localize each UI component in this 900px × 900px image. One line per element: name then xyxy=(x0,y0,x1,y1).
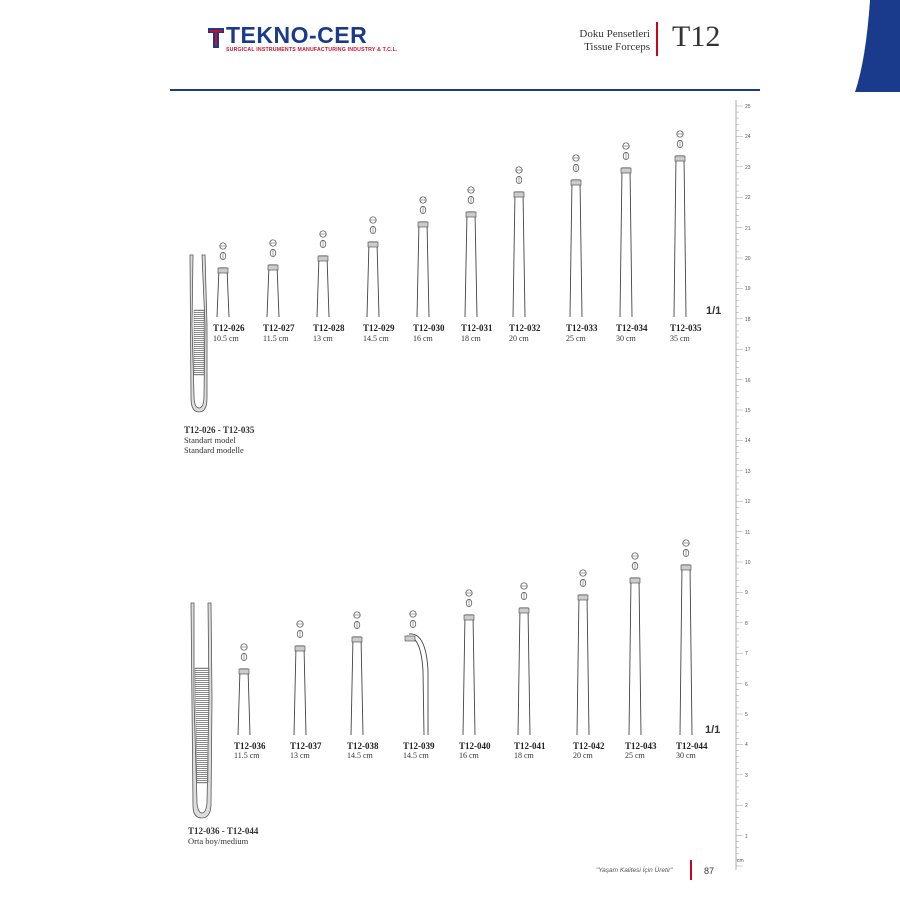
jaw-detail-icon xyxy=(270,240,276,257)
scale-mark: 1/1 xyxy=(706,305,722,317)
product-code: T12-027 xyxy=(263,323,295,333)
product-code: T12-041 xyxy=(514,741,546,751)
ruler-number: 13 xyxy=(745,468,751,475)
header-corner-decoration xyxy=(700,0,900,92)
ruler-number: 11 xyxy=(745,529,751,536)
product-size: 25 cm xyxy=(566,334,586,343)
ruler-number: 2 xyxy=(745,803,748,810)
product-code: T12-039 xyxy=(403,741,435,751)
forceps-image xyxy=(253,237,293,319)
forceps-overview-image xyxy=(183,598,213,820)
ruler-number: 4 xyxy=(745,742,748,749)
product-size: 14.5 cm xyxy=(347,751,373,760)
ruler-unit: cm xyxy=(737,858,744,864)
forceps-image xyxy=(393,608,433,737)
forceps-image xyxy=(337,609,377,737)
product-code: T12-043 xyxy=(625,741,657,751)
header-rule xyxy=(170,89,760,91)
product-size: 16 cm xyxy=(459,751,479,760)
ruler-number: 25 xyxy=(745,104,751,110)
jaw-detail-icon xyxy=(320,231,326,248)
ruler-number: 18 xyxy=(745,316,751,323)
ruler-scale xyxy=(735,100,761,870)
ruler-number: 5 xyxy=(745,712,748,718)
product-code: T12-032 xyxy=(509,323,541,333)
ruler-number: 6 xyxy=(745,681,748,688)
ruler-number: 16 xyxy=(745,377,751,384)
product-code: T12-038 xyxy=(347,741,379,751)
forceps-image xyxy=(666,537,706,737)
group-line1: Standart model xyxy=(184,435,236,445)
group-label-standard xyxy=(184,425,254,455)
ruler-number: 8 xyxy=(745,620,748,627)
jaw-detail-icon xyxy=(573,155,579,172)
jaw-detail-icon xyxy=(466,590,472,607)
group-label-medium xyxy=(188,826,258,846)
product-size: 13 cm xyxy=(313,334,333,343)
jaw-detail-icon xyxy=(516,167,522,184)
forceps-image xyxy=(280,618,320,737)
group-range: T12-036 - T12-044 xyxy=(188,826,259,836)
ruler-number: 12 xyxy=(745,499,751,506)
product-size: 20 cm xyxy=(573,751,593,760)
group-range: T12-026 - T12-035 xyxy=(184,425,255,435)
page-number: 87 xyxy=(704,866,715,876)
category-tr: Doku Pensetleri xyxy=(579,28,650,40)
ruler-number: 15 xyxy=(745,408,751,414)
product-code: T12-036 xyxy=(234,741,266,751)
product-size: 35 cm xyxy=(670,334,690,343)
forceps-image xyxy=(403,194,443,319)
ruler-number: 7 xyxy=(745,651,748,658)
product-code: T12-037 xyxy=(290,741,322,751)
category-code: T12 xyxy=(672,20,721,53)
jaw-detail-icon xyxy=(677,131,683,148)
jaw-detail-icon xyxy=(370,217,376,234)
product-size: 20 cm xyxy=(509,334,529,343)
product-code: T12-035 xyxy=(670,323,702,333)
forceps-image xyxy=(499,164,539,319)
forceps-image xyxy=(563,567,603,737)
product-code: T12-034 xyxy=(616,323,648,333)
forceps-image xyxy=(353,214,393,319)
product-size: 18 cm xyxy=(461,334,481,343)
ruler-number: 10 xyxy=(745,560,751,566)
jaw-detail-icon xyxy=(297,621,303,638)
ruler-number: 20 xyxy=(745,256,751,262)
product-size: 13 cm xyxy=(290,751,310,760)
product-code: T12-030 xyxy=(413,323,445,333)
jaw-detail-icon xyxy=(623,143,629,160)
product-code: T12-031 xyxy=(461,323,493,333)
category-divider xyxy=(656,22,658,56)
product-size: 30 cm xyxy=(676,751,696,760)
jaw-detail-icon xyxy=(354,612,360,629)
ruler-number: 1 xyxy=(745,833,748,840)
product-size: 10.5 cm xyxy=(213,334,239,343)
footer-divider xyxy=(690,860,692,880)
cm-ruler xyxy=(735,100,761,870)
logo-mark-icon xyxy=(206,24,226,50)
ruler-number: 3 xyxy=(745,772,748,779)
forceps-image xyxy=(660,128,700,319)
product-size: 30 cm xyxy=(616,334,636,343)
ruler-number: 19 xyxy=(745,286,751,293)
forceps-image xyxy=(615,550,655,737)
forceps-image xyxy=(451,184,491,319)
jaw-detail-icon xyxy=(632,553,638,570)
ruler-number: 17 xyxy=(745,347,751,354)
product-code: T12-028 xyxy=(313,323,345,333)
forceps-image xyxy=(606,140,646,319)
product-size: 11.5 cm xyxy=(263,334,289,343)
ruler-number: 22 xyxy=(745,195,751,202)
jaw-detail-icon xyxy=(683,540,689,557)
ruler-number: 23 xyxy=(745,164,751,171)
forceps-image xyxy=(504,580,544,737)
group-line1: Orta boy/medium xyxy=(188,836,249,846)
forceps-image xyxy=(556,152,596,319)
scale-mark: 1/1 xyxy=(705,724,721,736)
jaw-detail-icon xyxy=(580,570,586,587)
product-size: 25 cm xyxy=(625,751,645,760)
product-code: T12-040 xyxy=(459,741,491,751)
ruler-number: 9 xyxy=(745,590,748,597)
jaw-detail-icon xyxy=(410,611,416,628)
ruler-number: 21 xyxy=(745,225,751,232)
jaw-detail-icon xyxy=(220,243,226,260)
product-code: T12-026 xyxy=(213,323,245,333)
jaw-detail-icon xyxy=(420,197,426,214)
product-code: T12-029 xyxy=(363,323,395,333)
product-size: 18 cm xyxy=(514,751,534,760)
jaw-detail-icon xyxy=(468,187,474,204)
product-code: T12-042 xyxy=(573,741,605,751)
group-line2: Standard modelle xyxy=(184,445,244,455)
jaw-detail-icon xyxy=(521,583,527,600)
product-size: 14.5 cm xyxy=(403,751,429,760)
forceps-image xyxy=(224,641,264,737)
product-code: T12-044 xyxy=(676,741,708,751)
category-en: Tissue Forceps xyxy=(584,41,650,53)
ruler-number: 14 xyxy=(745,438,751,445)
product-size: 11.5 cm xyxy=(234,751,260,760)
forceps-image xyxy=(303,228,343,319)
product-size: 14.5 cm xyxy=(363,334,389,343)
brand-subtitle: SURGICAL INSTRUMENTS MANUFACTURING INDUSTRY & T.C.L. xyxy=(226,47,398,53)
jaw-detail-icon xyxy=(241,644,247,661)
forceps-image xyxy=(449,587,489,737)
product-code: T12-033 xyxy=(566,323,598,333)
ruler-number: 24 xyxy=(745,134,751,141)
forceps-image xyxy=(203,240,243,319)
brand-name: TEKNO-CER xyxy=(226,22,368,48)
category-label xyxy=(540,28,650,54)
product-size: 16 cm xyxy=(413,334,433,343)
footer-slogan: "Yaşam Kalitesi İçin Üretir" xyxy=(596,867,673,874)
